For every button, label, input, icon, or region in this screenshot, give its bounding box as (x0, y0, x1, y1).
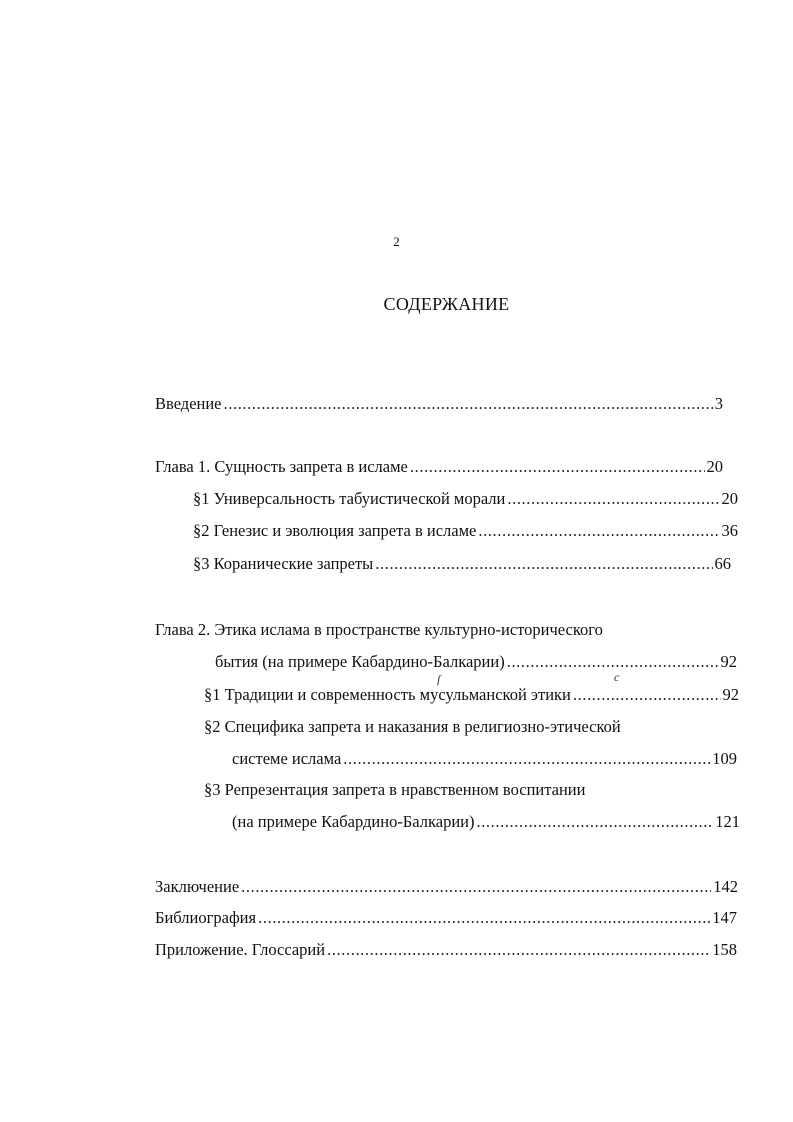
toc-entry-bibliography (155, 907, 737, 929)
leader-dots (241, 876, 711, 898)
toc-entry-page: 20 (721, 489, 738, 508)
toc-entry-page: 20 (706, 457, 723, 476)
toc-entry-label: §3 Коранические запреты (193, 554, 374, 573)
toc-entry-page: 92 (722, 685, 739, 704)
toc-entry-label: §1 Универсальность табуистической морали (193, 489, 506, 508)
toc-entry-page: 109 (712, 749, 737, 768)
toc-entry-label: системе ислама (232, 749, 342, 768)
leader-dots (224, 393, 713, 415)
toc-entry-label: §2 Генезис и эволюция запрета в исламе (193, 521, 477, 540)
toc-entry-label: Заключение (155, 877, 240, 896)
toc-entry-label: Введение (155, 394, 222, 413)
toc-entry-chapter-1-section-1 (193, 488, 738, 510)
leader-dots (343, 748, 710, 770)
toc-entry-chapter-2-section-3-line-2 (232, 811, 740, 833)
toc-entry-chapter-2-section-2-line-1: §2 Специфика запрета и наказания в религиозно-этической (204, 717, 621, 736)
toc-entry-page: 92 (720, 652, 737, 671)
toc-entry-chapter-2-section-2-line-2 (232, 748, 737, 770)
toc-entry-page: 66 (714, 554, 731, 573)
toc-entry-intro (155, 393, 723, 415)
toc-entry-conclusion (155, 876, 738, 898)
handwritten-mark-icon: ſ (437, 672, 441, 686)
page-title: СОДЕРЖАНИЕ (383, 294, 510, 314)
handwritten-mark-icon: c (614, 670, 620, 684)
toc-entry-page: 158 (712, 940, 737, 959)
leader-dots (478, 520, 719, 542)
leader-dots (258, 907, 710, 929)
toc-entry-label: Глава 1. Сущность запрета в исламе (155, 457, 408, 476)
toc-entry-label: Библиография (155, 908, 257, 927)
toc-entry-label: (на примере Кабардино-Балкарии) (232, 812, 475, 831)
toc-entry-chapter-2-section-1 (204, 684, 739, 706)
toc-entry-page: 121 (715, 812, 740, 831)
toc-entry-label: §1 Традиции и современность мусульманской этики (204, 685, 571, 704)
leader-dots (507, 488, 719, 510)
leader-dots (327, 939, 710, 961)
leader-dots (507, 651, 719, 673)
toc-entry-appendix (155, 939, 737, 961)
toc-entry-page: 36 (721, 521, 738, 540)
toc-entry-page: 3 (714, 394, 723, 413)
page-number: 2 (393, 234, 400, 249)
toc-entry-page: 147 (712, 908, 737, 927)
leader-dots (573, 684, 721, 706)
leader-dots (410, 456, 705, 478)
toc-entry-chapter-1-section-3 (193, 553, 731, 575)
toc-entry-chapter-2-line-1: Глава 2. Этика ислама в пространстве культурно-исторического (155, 620, 603, 639)
leader-dots (476, 811, 713, 833)
leader-dots (375, 553, 712, 575)
toc-entry-chapter-1 (155, 456, 723, 478)
toc-entry-label: бытия (на примере Кабардино-Балкарии) (215, 652, 505, 671)
toc-entry-chapter-2-line-2 (215, 651, 737, 673)
toc-entry-label: Приложение. Глоссарий (155, 940, 326, 959)
toc-entry-chapter-2-section-3-line-1: §3 Репрезентация запрета в нравственном воспитании (204, 780, 586, 799)
toc-entry-page: 142 (713, 877, 738, 896)
toc-entry-chapter-1-section-2 (193, 520, 738, 542)
